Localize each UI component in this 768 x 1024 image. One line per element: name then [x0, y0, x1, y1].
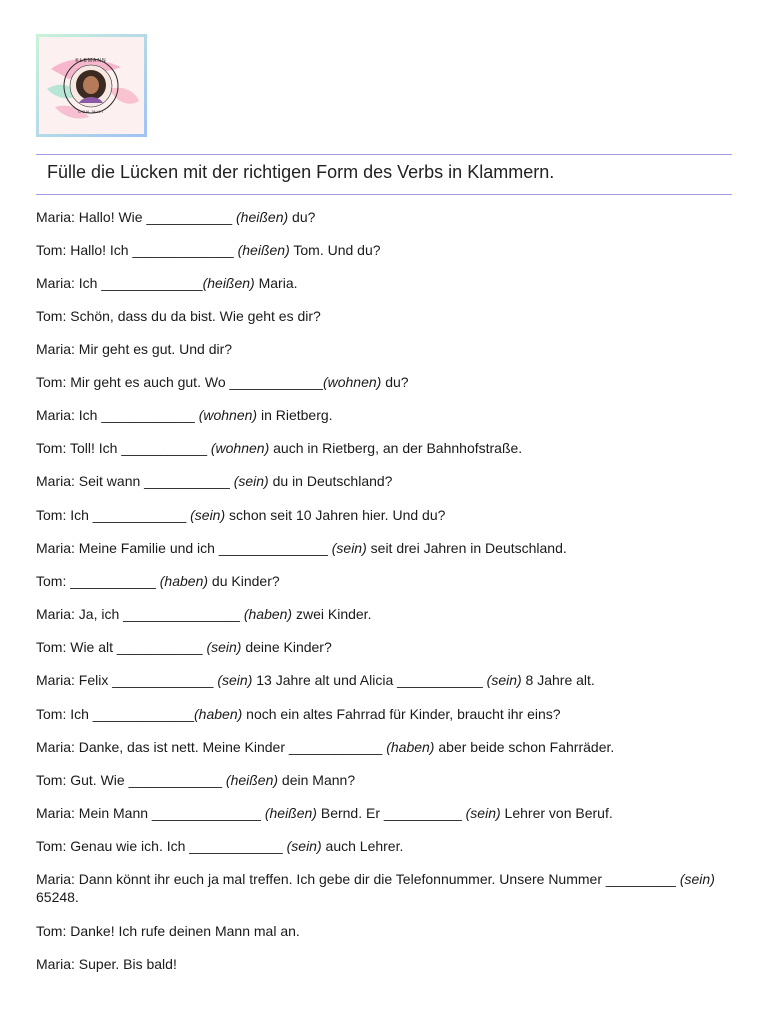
line-text: 8 Jahre alt. — [521, 672, 595, 688]
dialogue-line — [36, 439, 522, 457]
line-text: du? — [288, 209, 316, 225]
verb-hint: (sein) — [206, 639, 242, 655]
verb-hint: (haben) — [386, 739, 435, 755]
dialogue-line — [36, 506, 445, 524]
line-text: auch in Rietberg, an der Bahnhofstraße. — [269, 440, 523, 456]
verb-hint: (heißen) — [264, 805, 317, 821]
line-text: Tom: Wie alt ___________ — [36, 639, 207, 655]
dialogue-line — [36, 837, 403, 855]
line-text: Maria: Super. Bis bald! — [36, 956, 177, 972]
verb-hint: (sein) — [679, 871, 715, 887]
line-text: Maria: Felix _____________ — [36, 672, 218, 688]
line-text: Maria: Ich _____________ — [36, 275, 203, 291]
line-text: Tom: Ich _____________ — [36, 706, 195, 722]
svg-text:KLEMANN: KLEMANN — [75, 58, 107, 64]
line-text: auch Lehrer. — [321, 838, 404, 854]
line-text: Tom: Hallo! Ich _____________ — [36, 242, 238, 258]
line-text: Tom. Und du? — [289, 242, 381, 258]
line-text: schon seit 10 Jahren hier. Und du? — [225, 507, 446, 523]
line-text: aber beide schon Fahrräder. — [434, 739, 615, 755]
dialogue-line — [36, 208, 315, 226]
line-text: Maria: Mir geht es gut. Und dir? — [36, 341, 233, 357]
verb-hint: (wohnen) — [322, 374, 382, 390]
dialogue-line — [36, 638, 332, 656]
line-text: Tom: Danke! Ich rufe deinen Mann mal an. — [36, 923, 300, 939]
verb-hint: (heißen) — [202, 275, 255, 291]
line-text: du? — [381, 374, 409, 390]
verb-hint: (sein) — [331, 540, 367, 556]
line-text: Tom: Genau wie ich. Ich ____________ — [36, 838, 287, 854]
line-text: zwei Kinder. — [292, 606, 372, 622]
line-text: 13 Jahre alt und Alicia ___________ — [252, 672, 487, 688]
line-text: Maria: Ja, ich _______________ — [36, 606, 244, 622]
avatar-logo-icon — [39, 37, 144, 134]
verb-hint: (sein) — [190, 507, 226, 523]
verb-hint: (wohnen) — [210, 440, 270, 456]
line-text: Tom: ___________ — [36, 573, 160, 589]
line-text: Tom: Ich ____________ — [36, 507, 191, 523]
dialogue-line — [36, 955, 177, 973]
line-text: Tom: Gut. Wie ____________ — [36, 772, 226, 788]
line-text: Maria: Mein Mann ______________ — [36, 805, 265, 821]
line-text: Tom: Schön, dass du da bist. Wie geht es dir? — [36, 308, 321, 324]
title-rule-bottom — [36, 194, 732, 195]
dialogue-line — [36, 539, 567, 557]
dialogue-line — [36, 804, 613, 822]
line-text: Bernd. Er __________ — [316, 805, 466, 821]
line-text: du in Deutschland? — [268, 473, 393, 489]
page-title: Fülle die Lücken mit der richtigen Form des Verbs in Klammern. — [47, 162, 555, 182]
line-text: Maria: Ich ____________ — [36, 407, 199, 423]
dialogue-line — [36, 373, 409, 391]
verb-hint: (wohnen) — [198, 407, 258, 423]
dialogue-line — [36, 572, 280, 590]
dialogue-line — [36, 605, 371, 623]
dialogue-line — [36, 274, 298, 292]
line-text: Tom: Mir geht es auch gut. Wo ____________ — [36, 374, 323, 390]
line-text: du Kinder? — [208, 573, 280, 589]
line-text: Lehrer von Beruf. — [500, 805, 613, 821]
dialogue-line — [36, 340, 232, 358]
dialogue-line — [36, 307, 321, 325]
dialogue-line — [36, 406, 333, 424]
verb-hint: (sein) — [465, 805, 501, 821]
dialogue-line — [36, 671, 595, 689]
verb-hint: (haben) — [159, 573, 209, 589]
dialogue-line — [36, 870, 732, 906]
line-text: Tom: Toll! Ich ___________ — [36, 440, 211, 456]
line-text: in Rietberg. — [257, 407, 333, 423]
title-rule-top — [36, 154, 732, 155]
verb-hint: (heißen) — [236, 209, 289, 225]
verb-hint: (sein) — [233, 473, 269, 489]
line-text: deine Kinder? — [241, 639, 332, 655]
line-text: dein Mann? — [278, 772, 356, 788]
dialogue-line — [36, 738, 614, 756]
verb-hint: (sein) — [217, 672, 253, 688]
dialogue-line — [36, 922, 300, 940]
dialogue-line — [36, 705, 561, 723]
svg-text:CON MILI: CON MILI — [78, 109, 104, 114]
line-text: Maria: Hallo! Wie ___________ — [36, 209, 237, 225]
line-text: Maria: Meine Familie und ich ______________ — [36, 540, 332, 556]
line-text: seit drei Jahren in Deutschland. — [366, 540, 567, 556]
line-text: 65248. — [36, 889, 79, 905]
line-text: Maria. — [254, 275, 298, 291]
line-text: Maria: Seit wann ___________ — [36, 473, 234, 489]
line-text: Maria: Dann könnt ihr euch ja mal treffen. Ich gebe dir die Telefonnummer. Unsere Nummer _________ — [36, 871, 680, 887]
dialogue-line — [36, 771, 355, 789]
verb-hint: (heißen) — [237, 242, 290, 258]
logo — [36, 34, 147, 137]
verb-hint: (haben) — [194, 706, 243, 722]
verb-hint: (sein) — [286, 838, 322, 854]
dialogue-line — [36, 241, 381, 259]
verb-hint: (sein) — [486, 672, 522, 688]
verb-hint: (heißen) — [225, 772, 279, 788]
line-text: noch ein altes Fahrrad für Kinder, braucht ihr eins? — [242, 706, 561, 722]
verb-hint: (haben) — [243, 606, 293, 622]
line-text: Maria: Danke, das ist nett. Meine Kinder ____________ — [36, 739, 387, 755]
dialogue-line — [36, 472, 392, 490]
